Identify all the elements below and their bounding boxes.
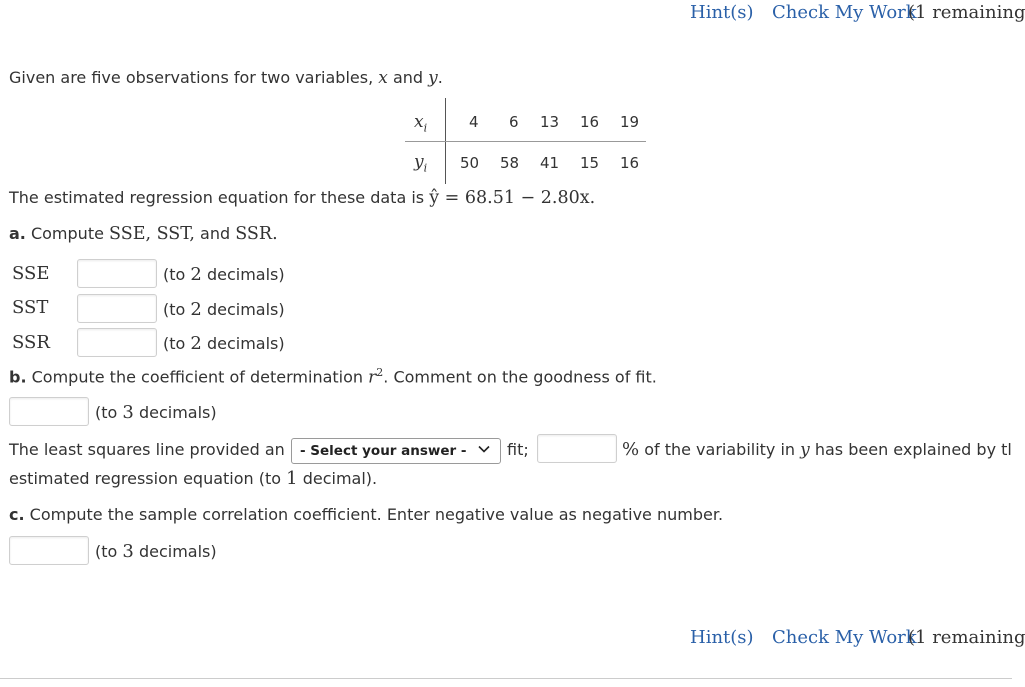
ssr-label: SSR <box>12 332 50 353</box>
x-value-5: 19 <box>620 113 640 131</box>
sst-hint <box>163 299 285 320</box>
fit-quality-select[interactable] <box>291 438 501 464</box>
sse-hint <box>163 264 285 285</box>
part-a-terms: SSE, SST, <box>109 224 195 244</box>
sst-label: SST <box>12 297 49 318</box>
fit-sentence-line2 <box>9 468 377 489</box>
part-c-label: c. <box>9 505 25 524</box>
line2-end: decimal). <box>302 469 378 488</box>
correlation-hint-suffix: decimals) <box>138 542 217 561</box>
sse-input[interactable] <box>77 259 157 288</box>
sse-hint-suffix: decimals) <box>206 265 285 284</box>
ssr-input[interactable] <box>77 328 157 357</box>
regression-equation: ŷ = 68.51 − 2.80x. <box>429 188 596 208</box>
part-c-prompt <box>9 505 723 524</box>
sse-hint-num: 2 <box>190 264 202 285</box>
part-b-text-after: . Comment on the goodness of fit. <box>383 367 657 387</box>
ssr-hint-prefix: (to <box>163 334 186 353</box>
part-a-label: a. <box>9 224 26 243</box>
row-y-symbol: y <box>414 152 424 172</box>
table-horizontal-rule <box>405 141 646 142</box>
intro-period: . <box>437 68 443 87</box>
r-squared-hint-num: 3 <box>122 402 134 423</box>
part-b-text: Compute the coefficient of determination <box>31 367 364 387</box>
and-text: and <box>392 68 424 87</box>
line2-num: 1 <box>286 468 298 489</box>
r-squared-input[interactable] <box>9 397 89 426</box>
r-squared-hint <box>95 402 217 423</box>
part-b-prompt <box>9 366 657 387</box>
r-squared-hint-prefix: (to <box>95 403 118 422</box>
regression-sentence <box>9 188 595 208</box>
hints-link-bottom[interactable]: Hint(s) <box>690 627 754 648</box>
x-value-4: 16 <box>580 113 600 131</box>
ssr-hint-num: 2 <box>190 333 202 354</box>
part-b-label: b. <box>9 367 27 387</box>
row-x-subscript: i <box>423 121 428 135</box>
part-a-and: and <box>200 224 231 243</box>
part-a-text: Compute <box>30 224 104 243</box>
part-c-text: Compute the sample correlation coefficient. Enter negative value as negative number. <box>29 505 724 524</box>
y-value-5: 16 <box>620 154 640 172</box>
fit-sentence-end <box>622 439 1012 460</box>
remaining-count-bottom: (1 remaining <box>908 627 1025 648</box>
correlation-input[interactable] <box>9 536 89 565</box>
ssr-hint <box>163 333 285 354</box>
ssr-hint-suffix: decimals) <box>206 334 285 353</box>
row-y-label <box>414 152 427 174</box>
x-value-1: 4 <box>469 113 479 131</box>
var-x: x <box>378 68 388 88</box>
correlation-hint-prefix: (to <box>95 542 118 561</box>
y-value-3: 41 <box>540 154 560 172</box>
fit-sentence-start: The least squares line provided an <box>9 440 285 459</box>
sst-hint-prefix: (to <box>163 300 186 319</box>
x-value-2: 6 <box>509 113 519 131</box>
y-value-1: 50 <box>460 154 480 172</box>
intro-text: Given are five observations for two variables, <box>9 68 374 87</box>
sse-hint-prefix: (to <box>163 265 186 284</box>
y-value-2: 58 <box>500 154 520 172</box>
sst-hint-num: 2 <box>190 299 202 320</box>
r-squared-hint-suffix: decimals) <box>138 403 217 422</box>
bottom-divider <box>0 678 1012 679</box>
r-exponent: 2 <box>376 366 384 379</box>
regression-text: The estimated regression equation for these data is <box>9 188 425 207</box>
chevron-down-icon <box>477 442 491 460</box>
fit-quality-select-value: - Select your answer - <box>300 443 467 459</box>
x-value-3: 13 <box>540 113 560 131</box>
check-my-work-link-bottom[interactable]: Check My Work <box>772 627 917 648</box>
variability-text: of the variability in <box>644 440 796 459</box>
part-a-term-last: SSR. <box>235 224 278 244</box>
row-y-subscript: i <box>423 161 428 175</box>
y-value-4: 15 <box>580 154 600 172</box>
r-symbol: r <box>368 367 377 388</box>
check-my-work-link-top[interactable]: Check My Work <box>772 2 917 23</box>
problem-intro <box>9 68 443 88</box>
fit-text: fit; <box>507 440 529 459</box>
sse-label: SSE <box>12 263 50 284</box>
sst-hint-suffix: decimals) <box>206 300 285 319</box>
explained-text: has been explained by tl <box>814 440 1012 459</box>
remaining-count-top: (1 remaining <box>908 2 1025 23</box>
correlation-hint-num: 3 <box>122 541 134 562</box>
percent-symbol: % <box>622 439 640 460</box>
correlation-hint <box>95 541 217 562</box>
row-x-symbol: x <box>414 112 424 132</box>
line2-text: estimated regression equation (to <box>9 469 282 488</box>
var-y-b: y <box>800 440 810 460</box>
hints-link-top[interactable]: Hint(s) <box>690 2 754 23</box>
variability-percent-input[interactable] <box>537 434 617 463</box>
var-y: y <box>428 68 438 88</box>
sst-input[interactable] <box>77 294 157 323</box>
row-x-label <box>414 112 427 134</box>
part-a-prompt <box>9 224 278 244</box>
